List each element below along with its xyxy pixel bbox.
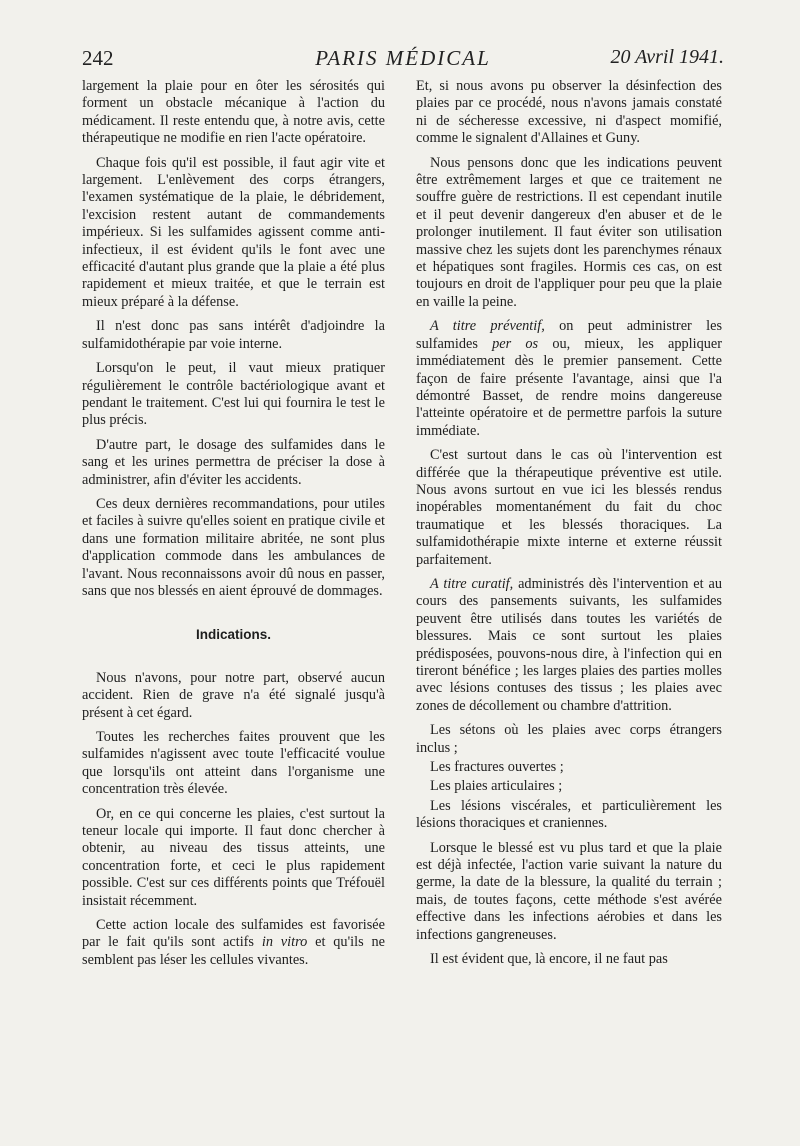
italic-lead: A titre curatif, — [430, 575, 514, 592]
paragraph: Lorsqu'on le peut, il vaut mieux pratiquer régulièrement le contrôle bactériologique avant et pendant le traitement. C'est lui qui fournira le test le plus précis. — [82, 360, 385, 429]
paragraph: D'autre part, le dosage des sulfamides dans le sang et les urines permettra de préciser la dose à administrer, afin d'éviter les accidents. — [82, 436, 385, 488]
paragraph: C'est surtout dans le cas où l'intervention est différée que la thérapeutique préventive est utile. Nous avons surtout en vue ici les blessés rendus inopérables momentanément du fait du choc traumatique et les blessés thoraciques. La sulfamidothérapie mixte interne et externe réussit parfaitement. — [416, 447, 722, 568]
text-run: on peut administrer les sulfamides — [416, 318, 723, 352]
section-heading: Indications. — [195, 627, 271, 643]
paragraph: Nous n'avons, pour notre part, observé aucun accident. Rien de grave n'a été signalé jusqu'à présent à cet égard. — [82, 669, 385, 721]
paragraph: Toutes les recherches faites prouvent que les sulfamides n'agissent avec toute l'efficacité voulue que lorsqu'ils ont atteint dans l'organisme une concentration très élevée. — [82, 729, 385, 798]
paragraph: Ces deux dernières recommandations, pour utiles et faciles à suivre qu'elles soient en pratique civile et dans une formation militaire abritée, ne sont plus d'application commode dans les ambulances de l'avant. Nous reconnaissons avoir dû nous en passer, sans que nos blessés en aient éprouvé de dommages. — [82, 495, 385, 599]
list-item: Les fractures ouvertes ; — [430, 759, 564, 776]
page-number: 242 — [82, 46, 114, 70]
paragraph: largement la plaie pour en ôter les sérosités qui forment un obstacle mécanique à l'action du médicament. Il reste entendu que, à notre avis, cette thérapeutique ne modifie en rien l'acte opératoire. — [82, 78, 385, 147]
list-item: Les lésions viscérales, et particulièrement les lésions thoraciques et craniennes. — [416, 797, 722, 832]
issue-date: 20 Avril 1941. — [610, 46, 724, 68]
paragraph: Nous pensons donc que les indications peuvent être extrêmement larges et que ce traitement ne souffre guère de restrictions. Il est cependant inutile et il peut devenir dangereux d'en abuser et de le prolonger inutilement. Il faut éviter son utilisation massive chez les sujets dont les parenchymes rénaux et hépatiques sont fragiles. Hormis ces cas, on est toujours en droit de l'appliquer pour peu que la plaie en vaille la peine. — [416, 154, 722, 310]
paragraph: Lorsque le blessé est vu plus tard et que la plaie est déjà infectée, l'action varie suivant la nature du germe, la date de la blessure, la qualité du terrain ; mais, de toutes façons, cette méthode s'est avérée effective dans les infections aérobies et dans les infections gangreneuses. — [416, 839, 722, 943]
list-item: Les plaies articulaires ; — [430, 778, 563, 795]
paragraph: Il n'est donc pas sans intérêt d'adjoindre la sulfamidothérapie par voie interne. — [82, 318, 385, 352]
italic-lead: A titre préventif, — [430, 318, 545, 335]
text-run: ou, mieux, les appliquer immédiatement dès le premier pansement. Cette façon de faire présente l'avantage, ainsi que l'a démontré Basset, de rendre moins dangereuse l'atteinte opératoire et de permettre parfois la suture immédiate. — [416, 335, 722, 439]
text-run: administrés dès l'intervention et au cours des pansements suivants, les sulfamides peuvent être utilisés dans toutes les variétés de blessures. Mais ce sont surtout les plaies prédisposées, pouvons-nous dire, à l'infection qui en tireront bénéfice ; les larges plaies des parties molles avec lésions contuses des tissus ; les plaies avec zones de décollement ou chambre d'attrition. — [416, 575, 722, 714]
left-column — [82, 78, 385, 976]
text-run: Cette action locale des sulfamides est favorisée par le fait qu'ils sont actifs — [82, 917, 385, 951]
paragraph — [416, 318, 722, 440]
right-column — [416, 78, 722, 976]
italic-term: in vitro — [261, 934, 308, 951]
paragraph: Or, en ce qui concerne les plaies, c'est surtout la teneur locale qui importe. Il faut donc chercher à obtenir, au niveau des tissus atteints, une concentration forte, et ceci le plus rapidement possible. C'est sur ces différents points que Tréfouël insistait récemment. — [82, 805, 385, 909]
list-item: Les sétons où les plaies avec corps étrangers inclus ; — [416, 722, 722, 756]
paragraph: Il est évident que, là encore, il ne faut pas — [430, 951, 668, 968]
journal-title: PARIS MÉDICAL — [315, 46, 491, 70]
paragraph: Chaque fois qu'il est possible, il faut agir vite et largement. L'enlèvement des corps étrangers, l'examen systématique de la plaie, le débridement, l'excision restent autant de commandements impérieux. Si les sulfamides agissent comme anti-infectieux, il est évident qu'ils le font avec une efficacité d'autant plus grande que la plaie a été plus rapidement et mieux traitée, et que le terrain est mieux préparé à la défense. — [82, 154, 385, 310]
text-run: et qu'ils ne semblent pas léser les cellules vivantes. — [82, 934, 385, 968]
italic-term: per os — [492, 335, 539, 352]
paragraph: Et, si nous avons pu observer la désinfection des plaies par ce procédé, nous n'avons jamais constaté ni de sécheresse excessive, ni d'aspect momifié, comme le signalent d'Allaines et Guny. — [416, 78, 722, 147]
paragraph — [82, 917, 385, 969]
paragraph — [416, 576, 722, 715]
page-header — [82, 42, 724, 76]
